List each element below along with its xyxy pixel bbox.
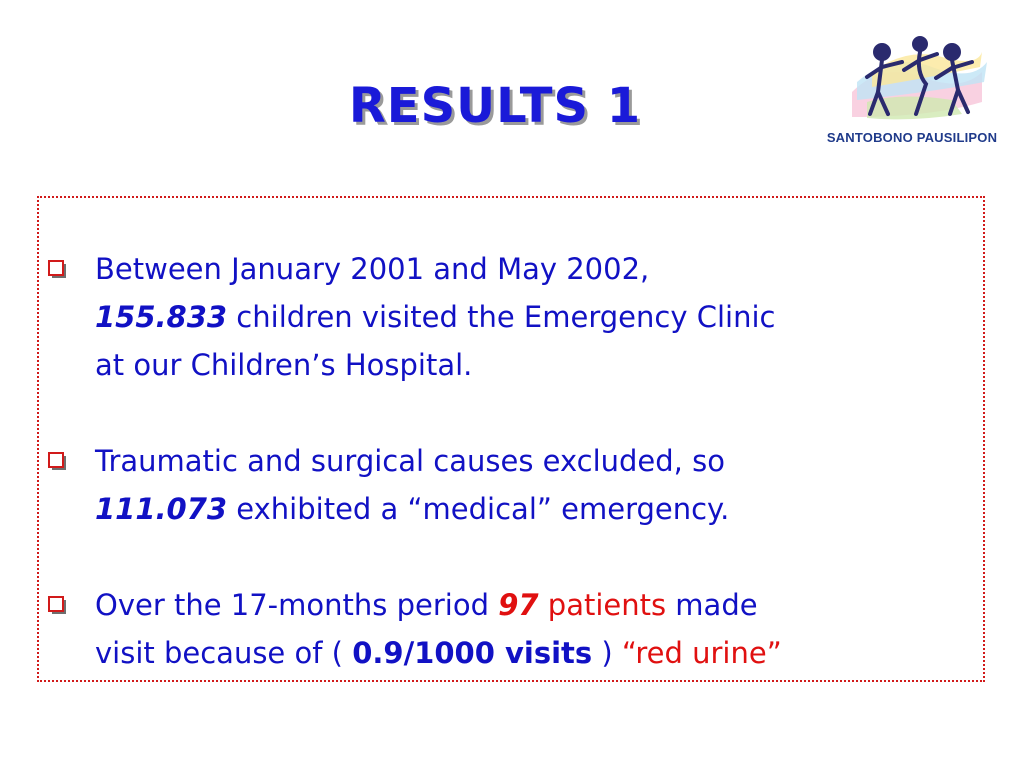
bullet-text-line: Between January 2001 and May 2002, [95, 252, 650, 286]
logo-figures-icon [812, 22, 1012, 132]
bullet-text-line: visit because of ( [95, 636, 353, 670]
hospital-logo [812, 22, 1012, 152]
bullet-text [95, 245, 975, 389]
bullet-text-line: made [666, 588, 758, 622]
bullet-text-line: Traumatic and surgical causes excluded, so [95, 444, 725, 478]
checkbox-bullet-icon [48, 260, 67, 279]
bullet-text-line: at our Children’s Hospital. [95, 348, 473, 382]
checkbox-bullet-icon [48, 596, 67, 615]
bullet-highlight: “red urine” [621, 636, 782, 670]
bullet-text-line: children visited the Emergency Clinic [227, 300, 776, 334]
bullet-rate: 0.9/1000 visits [352, 636, 593, 670]
bullet-text-line: Over the 17-months period [95, 588, 499, 622]
bullet-text [95, 581, 975, 677]
bullet-number: 111.073 [95, 492, 228, 526]
bullet-text-line: ) [592, 636, 622, 670]
bullet-highlight: patients [538, 588, 667, 622]
bullet-text [95, 437, 975, 533]
bullet-number: 155.833 [95, 300, 228, 334]
bullet-text-line: exhibited a “medical” emergency. [227, 492, 730, 526]
checkbox-bullet-icon [48, 452, 67, 471]
logo-text: SANTOBONO PAUSILIPON [826, 130, 998, 145]
slide-title: RESULTS 1 [348, 78, 642, 134]
bullet-number: 97 [498, 588, 539, 622]
